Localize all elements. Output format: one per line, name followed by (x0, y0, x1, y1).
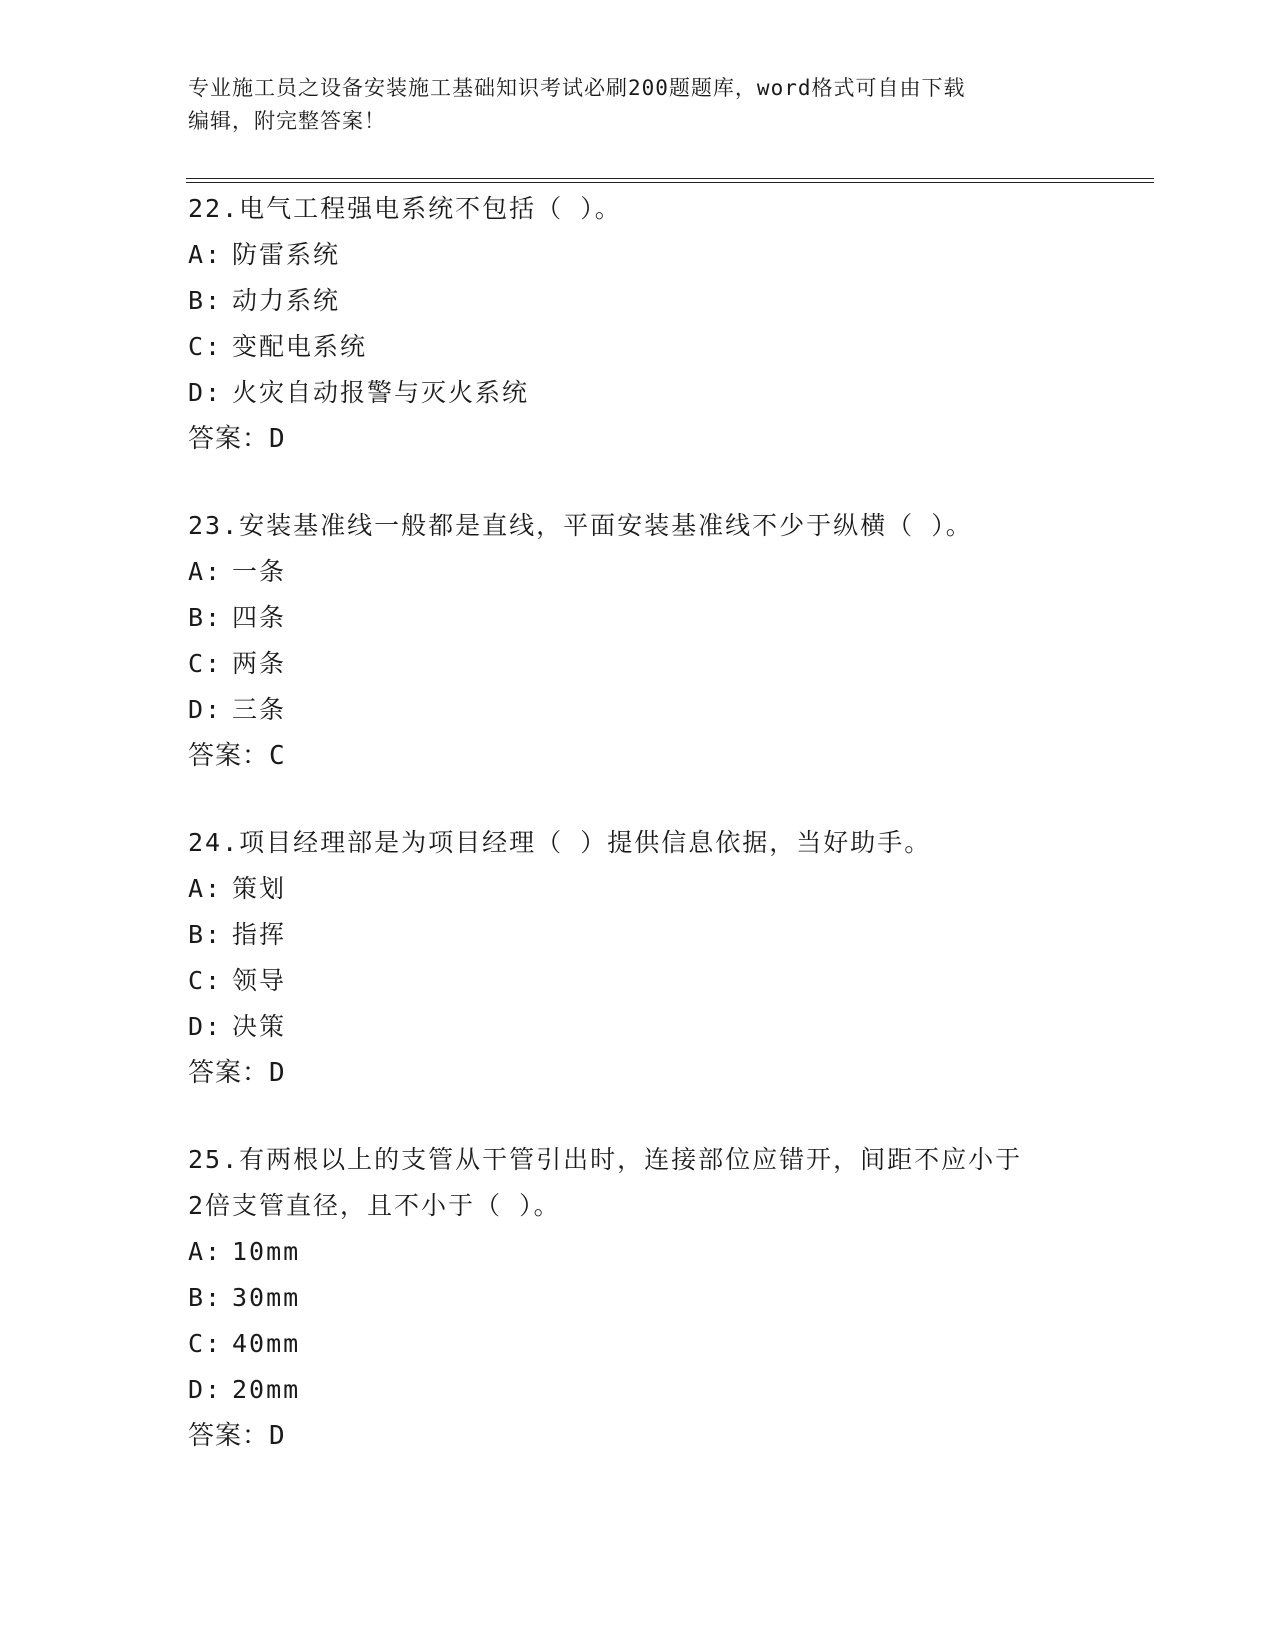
header-line-2: 编辑，附完整答案！ (188, 109, 386, 133)
option-a (188, 549, 1088, 595)
option-text: 三条 (232, 695, 287, 724)
answer-label: 答案： (188, 1058, 270, 1088)
option-text: 指挥 (232, 920, 287, 949)
option-label: C: (188, 649, 223, 678)
answer-label: 答案： (188, 1421, 270, 1451)
answer-value: D (269, 1421, 286, 1451)
option-a (188, 232, 1088, 278)
question-stem: 25.有两根以上的支管从干管引出时，连接部位应错开，间距不应小于 (188, 1145, 1023, 1174)
option-label: B: (188, 286, 223, 315)
option-text: 领导 (232, 966, 287, 995)
option-d (188, 1367, 1088, 1413)
question-25 (188, 1137, 1088, 1459)
option-text: 火灾自动报警与灭火系统 (232, 378, 530, 407)
answer-line (188, 1413, 1088, 1459)
option-d (188, 1004, 1088, 1050)
option-text: 两条 (232, 649, 287, 678)
option-text: 一条 (232, 557, 287, 586)
question-stem-continued: 2倍支管直径，且不小于（ ）。 (188, 1191, 561, 1220)
option-label: B: (188, 603, 223, 632)
answer-line (188, 416, 1088, 462)
option-label: B: (188, 1283, 223, 1312)
option-text: 10mm (232, 1237, 301, 1266)
answer-value: D (269, 424, 286, 454)
option-text: 30mm (232, 1283, 301, 1312)
option-text: 策划 (232, 874, 287, 903)
option-text: 四条 (232, 603, 287, 632)
option-c (188, 1321, 1088, 1367)
option-text: 动力系统 (232, 286, 341, 315)
option-b (188, 595, 1088, 641)
document-header (188, 72, 1088, 138)
option-label: D: (188, 1012, 223, 1041)
option-label: C: (188, 332, 223, 361)
option-d (188, 370, 1088, 416)
option-text: 防雷系统 (232, 240, 341, 269)
option-label: C: (188, 966, 223, 995)
option-label: A: (188, 557, 223, 586)
option-text: 40mm (232, 1329, 301, 1358)
answer-line (188, 733, 1088, 779)
header-line-1: 专业施工员之设备安装施工基础知识考试必刷200题题库，word格式可自由下载 (188, 76, 966, 100)
header-divider-bottom (186, 182, 1154, 183)
answer-value: C (269, 741, 286, 771)
option-a (188, 1229, 1088, 1275)
header-divider-top (186, 178, 1154, 179)
option-c (188, 641, 1088, 687)
option-a (188, 866, 1088, 912)
answer-value: D (269, 1058, 286, 1088)
option-label: A: (188, 240, 223, 269)
option-b (188, 1275, 1088, 1321)
question-23 (188, 503, 1088, 779)
option-label: A: (188, 1237, 223, 1266)
option-label: A: (188, 874, 223, 903)
answer-line (188, 1050, 1088, 1096)
answer-label: 答案： (188, 424, 270, 454)
option-label: D: (188, 378, 223, 407)
option-text: 变配电系统 (232, 332, 368, 361)
option-b (188, 912, 1088, 958)
question-22 (188, 186, 1088, 462)
option-c (188, 958, 1088, 1004)
question-stem: 24.项目经理部是为项目经理（ ）提供信息依据，当好助手。 (188, 828, 932, 857)
question-24 (188, 820, 1088, 1096)
option-text: 决策 (232, 1012, 287, 1041)
option-label: B: (188, 920, 223, 949)
option-label: D: (188, 695, 223, 724)
option-d (188, 687, 1088, 733)
option-label: D: (188, 1375, 223, 1404)
question-stem: 22.电气工程强电系统不包括（ ）。 (188, 194, 622, 223)
answer-label: 答案： (188, 741, 270, 771)
option-b (188, 278, 1088, 324)
option-label: C: (188, 1329, 223, 1358)
option-text: 20mm (232, 1375, 301, 1404)
option-c (188, 324, 1088, 370)
question-stem: 23.安装基准线一般都是直线，平面安装基准线不少于纵横（ ）。 (188, 511, 973, 540)
